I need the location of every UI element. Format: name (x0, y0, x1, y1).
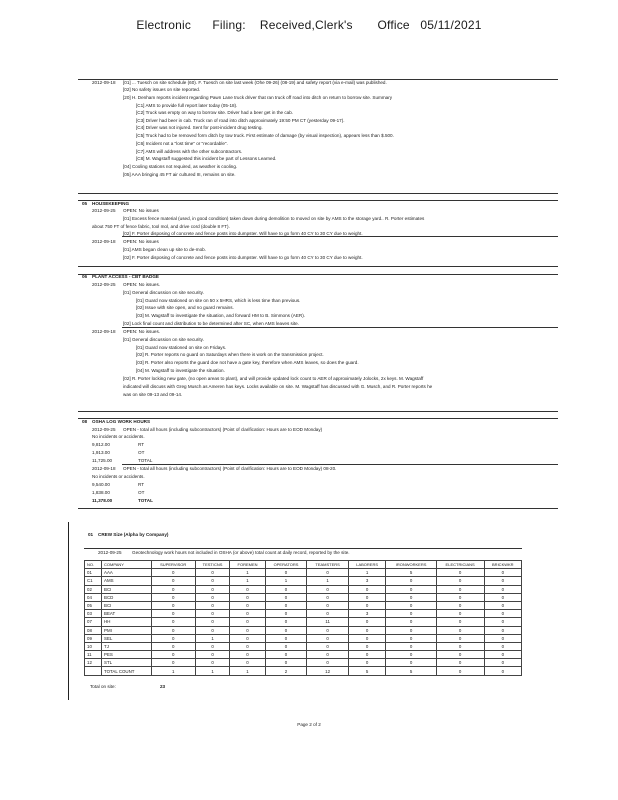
crew-cell: 0 (265, 569, 307, 577)
crew-cell: 0 (151, 577, 195, 585)
divider (122, 464, 558, 465)
crew-cell: 0 (151, 651, 195, 659)
divider (122, 236, 558, 237)
plant-access-status: OPEN: No issues. (123, 329, 161, 334)
plant-access-title: PLANT ACCESS - CBT BADGE (92, 274, 159, 279)
crew-cell: 1 (230, 577, 265, 585)
osha-hours-type: TOTAL (138, 498, 153, 503)
crew-table-row (85, 585, 522, 593)
osha-hours: 9,540.00 (92, 482, 110, 487)
crew-cell: 0 (151, 585, 195, 593)
housekeeping-line: [02] F. Porter disposing of concrete and fence posts into dumpster. Will have to go form 40 CY to 30 CY due to weight. (123, 231, 363, 236)
housekeeping-line: [01] AMS began clean up site to de-mob. (123, 247, 206, 252)
crew-size-table (84, 560, 522, 676)
crew-subtitle: Geotechnology work hours not included in OSHA (or above) total count at daily record, reported by the site. (132, 550, 350, 555)
crew-cell: 0 (386, 610, 436, 618)
plant-access-line: [01] General discussion on site security. (123, 290, 204, 295)
crew-cell: 12 (85, 659, 102, 667)
crew-cell: 0 (484, 577, 521, 585)
crew-cell: 0 (348, 659, 386, 667)
housekeeping-status: OPEN: No issues (123, 239, 159, 244)
crew-cell: 0 (230, 610, 265, 618)
crew-cell: 0 (436, 601, 484, 609)
crew-cell: 0 (307, 601, 348, 609)
crew-cell: 0 (151, 569, 195, 577)
crew-cell: 0 (265, 651, 307, 659)
crew-cell: 0 (230, 585, 265, 593)
osha-hours: 1,838.00 (92, 490, 110, 495)
top-line: [C8] M. Wagstaff suggested this incident be part of Lessons Learned. (136, 156, 277, 161)
divider (78, 266, 558, 267)
top-line: [C6] Incident not a "lost time" or "recordable". (136, 141, 228, 146)
crew-table-header (85, 561, 522, 569)
osha-title: OSHA LOG WORK HOURS (92, 419, 151, 424)
crew-cell: 0 (265, 585, 307, 593)
crew-cell: 1 (230, 569, 265, 577)
top-line: [C3] Driver had beer in cab. Truck ran of road into ditch approximately 19:50 PM CT (yesterday 09-17). (136, 118, 345, 123)
crew-cell: 0 (484, 569, 521, 577)
crew-total-cell: 12 (307, 667, 348, 675)
plant-access-line: [01] Guard now stationed on site on Fridays. (136, 345, 227, 350)
crew-total-cell: TOTAL COUNT (102, 667, 152, 675)
crew-cell: 0 (230, 651, 265, 659)
crew-cell: 0 (436, 610, 484, 618)
crew-cell: 0 (265, 626, 307, 634)
crew-cell: 0 (348, 626, 386, 634)
filing-stamp-header (0, 18, 618, 32)
filing-office: Office (377, 18, 410, 32)
top-line: [01] ... Tuesch on site schedule (60). F. Tuesch on site last week (Ohe 09-26) (08-19) and safety report (via e-mail) was published. (123, 80, 387, 85)
osha-note: No incidents or accidents. (92, 474, 145, 479)
crew-cell: 0 (230, 626, 265, 634)
crew-cell: 0 (151, 642, 195, 650)
osha-hours-total: 11,378.00 (92, 498, 113, 503)
crew-cell: 0 (230, 642, 265, 650)
crew-cell: 03 (85, 610, 102, 618)
crew-cell: 04 (85, 593, 102, 601)
crew-cell: 08 (85, 626, 102, 634)
plant-access-line: [02] R. Porter locking new gate, (no open areas to plant), and will provide updated lock count to AER of approximately Jolocks, 2x keys. M. Wagstaff (123, 376, 424, 381)
top-line: [20] H. Denham reports incident regarding Pawn Lane truck driver that ran truck off road into ditch on return to borrow site. Summary (123, 95, 393, 100)
crew-cell: 0 (265, 659, 307, 667)
top-line: [C2] Truck was empty on way to borrow site. Driver had a beer get in the cab. (136, 110, 294, 115)
crew-cell: 0 (307, 651, 348, 659)
plant-access-line: [03] M. Wagstaff to investigate the situation, and forward HM to B. Simmons (AER). (136, 313, 306, 318)
crew-company-cell: PMI (102, 626, 152, 634)
crew-company-cell: BCD (102, 593, 152, 601)
crew-cell: C1 (85, 577, 102, 585)
top-line: [C5] Truck had to be removed form ditch by tow truck. First estimate of damage (by visual inspection), appears less than $.500. (136, 133, 394, 138)
top-line: [C1] AMS to provide full report later today (05-18). (136, 103, 238, 108)
housekeeping-number: 05 (82, 201, 88, 206)
crew-cell: 0 (436, 593, 484, 601)
crew-cell: 5 (386, 569, 436, 577)
crew-cell: 1 (307, 577, 348, 585)
crew-company-cell: AMS (102, 577, 152, 585)
crew-table-body (85, 569, 522, 675)
crew-cell: 0 (265, 634, 307, 642)
osha-status: OPEN - total all hours (including subcontractors) (Point of clarification: Hours are to EOD Monday) 08-20. (123, 466, 337, 471)
crew-cell: 0 (195, 659, 230, 667)
divider (78, 508, 558, 509)
crew-company-cell: AAA (102, 569, 152, 577)
crew-number: 01 (88, 532, 94, 537)
osha-date: 2012-09-25 (92, 427, 116, 432)
crew-table-row (85, 618, 522, 626)
crew-total-cell: 5 (386, 667, 436, 675)
crew-cell: 0 (436, 577, 484, 585)
crew-column-header: BRICKWKR (484, 561, 521, 569)
top-line: [02] No safety issues on site reported. (123, 87, 201, 92)
crew-column-header: NO. (85, 561, 102, 569)
crew-cell: 0 (307, 659, 348, 667)
crew-cell: 0 (265, 601, 307, 609)
crew-cell: 0 (195, 585, 230, 593)
crew-cell: 0 (195, 593, 230, 601)
divider (78, 274, 558, 275)
crew-cell: 0 (307, 610, 348, 618)
crew-cell: 0 (307, 585, 348, 593)
crew-cell: 0 (484, 601, 521, 609)
crew-total-cell: 2 (265, 667, 307, 675)
divider (78, 193, 558, 194)
crew-company-cell: SEL (102, 634, 152, 642)
crew-cell: 0 (195, 626, 230, 634)
crew-cell: 0 (484, 651, 521, 659)
crew-company-cell: BCI (102, 585, 152, 593)
housekeeping-date: 2012-09-25 (92, 208, 116, 213)
plant-access-line: [03] R. Porter also reports the guard doe not have a gate key, therefore when AMS leaves, so does the guard. (136, 360, 359, 365)
plant-access-date: 2012-09-25 (92, 282, 116, 287)
crew-cell: 0 (436, 618, 484, 626)
crew-table-row (85, 569, 522, 577)
crew-cell: 0 (436, 569, 484, 577)
top-line: [C4] Driver was not injured. Sent for post-incident drug testing. (136, 125, 263, 130)
filing-received: Received,Clerk's (259, 18, 353, 32)
top-line: [04] Cooling stations not required, as weather is cooling. (123, 164, 238, 169)
crew-table-row (85, 642, 522, 650)
crew-column-header: TEST/CNS (195, 561, 230, 569)
total-on-site-value: 23 (160, 684, 166, 689)
plant-access-date: 2012-09-18 (92, 329, 116, 334)
top-line: [C7] AMS will address with the other subcontractors. (136, 149, 243, 154)
crew-cell: 09 (85, 634, 102, 642)
crew-column-header: IRONWORKERS (386, 561, 436, 569)
crew-cell: 0 (436, 634, 484, 642)
crew-cell: 0 (484, 585, 521, 593)
divider (78, 79, 558, 80)
crew-cell: 0 (386, 618, 436, 626)
crew-cell: 11 (85, 651, 102, 659)
crew-cell: 0 (436, 626, 484, 634)
crew-company-cell: PES (102, 651, 152, 659)
crew-total-cell: 0 (484, 667, 521, 675)
housekeeping-line: about 750 FT of fence fabric, tool mol, and drive cord (double 8 FT). (92, 224, 230, 229)
crew-column-header: LABORERS (348, 561, 386, 569)
crew-table-row (85, 601, 522, 609)
crew-cell: 05 (85, 601, 102, 609)
crew-cell: 0 (195, 642, 230, 650)
crew-table-row (85, 651, 522, 659)
crew-cell: 0 (151, 659, 195, 667)
divider (122, 327, 558, 328)
crew-column-header: SUPERVISOR (151, 561, 195, 569)
plant-access-line: was on site 09-13 and 09-14. (123, 392, 183, 397)
crew-company-cell: HH (102, 618, 152, 626)
crew-cell: 0 (195, 651, 230, 659)
crew-column-header: ELECTRICIANS (436, 561, 484, 569)
crew-cell: 0 (151, 601, 195, 609)
crew-cell: 0 (307, 569, 348, 577)
crew-cell: 0 (307, 642, 348, 650)
crew-cell: 0 (386, 642, 436, 650)
housekeeping-line: [01] Excess fence material (used, in good condition) taken down during demolition to moved on site by AMS to the storage yard.. R. Porter estimates (123, 216, 425, 221)
crew-cell: 0 (265, 610, 307, 618)
crew-cell: 3 (348, 610, 386, 618)
housekeeping-title: HOUSEKEEPING (92, 201, 130, 206)
crew-total-cell: 1 (195, 667, 230, 675)
crew-total-cell (85, 667, 102, 675)
top-line: [05] AAA bringing 45 FT air cultured III, remains on site. (123, 172, 236, 177)
crew-cell: 0 (307, 634, 348, 642)
crew-company-cell: BEAT (102, 610, 152, 618)
crew-cell: 0 (386, 577, 436, 585)
crew-cell: 0 (195, 601, 230, 609)
crew-cell: 0 (195, 618, 230, 626)
plant-access-line: indicated will discuss with Greg Musch as Ameren has keys. Locks available on site. M. Wagstaff has discussed with G. Musch, and R. Porter reports he (123, 384, 433, 389)
crew-cell: 0 (348, 634, 386, 642)
plant-access-line: [02] Issue with site open, and no guard remains. (136, 305, 234, 310)
crew-cell: 3 (348, 577, 386, 585)
top-date: 2012-09-18 (92, 80, 116, 85)
crew-cell: 10 (85, 642, 102, 650)
crew-total-cell: 0 (436, 667, 484, 675)
crew-cell: 0 (348, 651, 386, 659)
osha-hours-type: OT (138, 450, 145, 455)
crew-cell: 11 (307, 618, 348, 626)
plant-access-line: [01] Guard now stationed on site on 50 x 5HRS, which is less time than previous. (136, 298, 301, 303)
crew-cell: 0 (348, 593, 386, 601)
plant-access-number: 06 (82, 274, 88, 279)
crew-cell: 0 (151, 634, 195, 642)
osha-hours: 1,913.00 (92, 450, 110, 455)
crew-cell: 1 (348, 569, 386, 577)
crew-cell: 0 (151, 626, 195, 634)
osha-hours-type: TOTAL (138, 458, 153, 463)
crew-cell: 0 (484, 610, 521, 618)
plant-access-line: [04] M. Wagstaff to investigate the situation. (136, 368, 225, 373)
crew-company-cell: STL (102, 659, 152, 667)
crew-date: 2012-09-25 (98, 550, 122, 555)
osha-status: OPEN - total all hours (including subcontractors) (Point of clarification: Hours are to EOD Monday) (123, 427, 323, 432)
crew-cell: 0 (484, 618, 521, 626)
crew-cell: 0 (386, 651, 436, 659)
crew-cell: 0 (386, 601, 436, 609)
crew-cell: 0 (386, 593, 436, 601)
crew-cell: 0 (265, 593, 307, 601)
housekeeping-status: OPEN: No issues (123, 208, 159, 213)
crew-cell: 07 (85, 618, 102, 626)
crew-cell: 0 (436, 659, 484, 667)
crew-column-header: TEAMSTERS (307, 561, 348, 569)
osha-date: 2012-09-18 (92, 466, 116, 471)
filing-electronic: Electronic (136, 18, 192, 32)
crew-cell: 0 (230, 634, 265, 642)
total-on-site-label: Total on site: (90, 684, 116, 689)
osha-hours-type: RT (138, 442, 145, 447)
crew-cell: 0 (348, 618, 386, 626)
crew-cell: 0 (484, 626, 521, 634)
osha-number: 08 (82, 419, 88, 424)
crew-cell: 0 (195, 569, 230, 577)
osha-note: No incidents or accidents. (92, 434, 145, 439)
osha-hours: 11,725.00 (92, 458, 113, 463)
crew-cell: 0 (386, 585, 436, 593)
crew-cell: 1 (265, 577, 307, 585)
housekeeping-line: [02] F. Porter disposing of concrete and fence posts into dumpster. Will have to go form 40 CY to 30 CY due to weight. (123, 255, 363, 260)
crew-table-row (85, 626, 522, 634)
crew-cell: 0 (348, 642, 386, 650)
crew-table-row (85, 634, 522, 642)
crew-cell: 0 (230, 659, 265, 667)
plant-access-line: [02] R. Porter reports no guard on Saturdays when there is work on the transmission project. (136, 352, 324, 357)
divider (78, 200, 558, 201)
plant-access-status: OPEN: No issues. (123, 282, 161, 287)
crew-cell: 0 (386, 626, 436, 634)
crew-cell: 01 (85, 569, 102, 577)
crew-cell: 0 (151, 610, 195, 618)
crew-cell: 1 (195, 634, 230, 642)
crew-table-row (85, 593, 522, 601)
crew-cell: 0 (307, 593, 348, 601)
plant-access-line: [02] Lock final count and distribution to be determined after SC, when AMS leaves site. (123, 321, 299, 326)
osha-hours-type: RT (138, 482, 145, 487)
crew-cell: 0 (230, 601, 265, 609)
crew-table-row (85, 659, 522, 667)
osha-hours: 9,812.00 (92, 442, 110, 447)
crew-total-row (85, 667, 522, 675)
crew-cell: 0 (230, 593, 265, 601)
housekeeping-date: 2012-09-18 (92, 239, 116, 244)
crew-cell: 0 (195, 577, 230, 585)
divider (78, 418, 558, 419)
crew-title: CREW Size (Alpha by Company) (98, 532, 169, 537)
plant-access-line: [01] General discussion on site security. (123, 337, 204, 342)
crew-cell: 0 (348, 585, 386, 593)
crew-cell: 0 (151, 618, 195, 626)
crew-cell: 0 (230, 618, 265, 626)
crew-cell: 0 (484, 634, 521, 642)
filing-label: Filing: (212, 18, 246, 32)
page-number: Page 2 of 2 (297, 722, 321, 727)
crew-cell: 0 (386, 634, 436, 642)
crew-cell: 0 (265, 642, 307, 650)
crew-cell: 0 (195, 610, 230, 618)
crew-column-header: FOREMEN (230, 561, 265, 569)
crew-company-cell: BCI (102, 601, 152, 609)
crew-column-header: OPERATORS (265, 561, 307, 569)
crew-cell: 0 (436, 585, 484, 593)
crew-cell: 0 (151, 593, 195, 601)
crew-cell: 0 (386, 659, 436, 667)
crew-cell: 0 (307, 626, 348, 634)
crew-total-cell: 1 (151, 667, 195, 675)
divider (84, 548, 522, 549)
scan-page-edge (68, 522, 69, 700)
osha-hours-type: OT (138, 490, 145, 495)
crew-cell: 0 (484, 659, 521, 667)
filing-date: 05/11/2021 (420, 18, 482, 32)
crew-company-cell: TJ (102, 642, 152, 650)
crew-column-header: COMPANY (102, 561, 152, 569)
crew-cell: 0 (484, 642, 521, 650)
crew-total-cell: 5 (348, 667, 386, 675)
crew-cell: 0 (484, 593, 521, 601)
crew-cell: 0 (436, 642, 484, 650)
crew-cell: 0 (265, 618, 307, 626)
crew-table-row (85, 577, 522, 585)
divider (78, 411, 558, 412)
crew-cell: 0 (348, 601, 386, 609)
crew-cell: 0 (436, 651, 484, 659)
crew-cell: 02 (85, 585, 102, 593)
crew-total-cell: 1 (230, 667, 265, 675)
crew-table-row (85, 610, 522, 618)
